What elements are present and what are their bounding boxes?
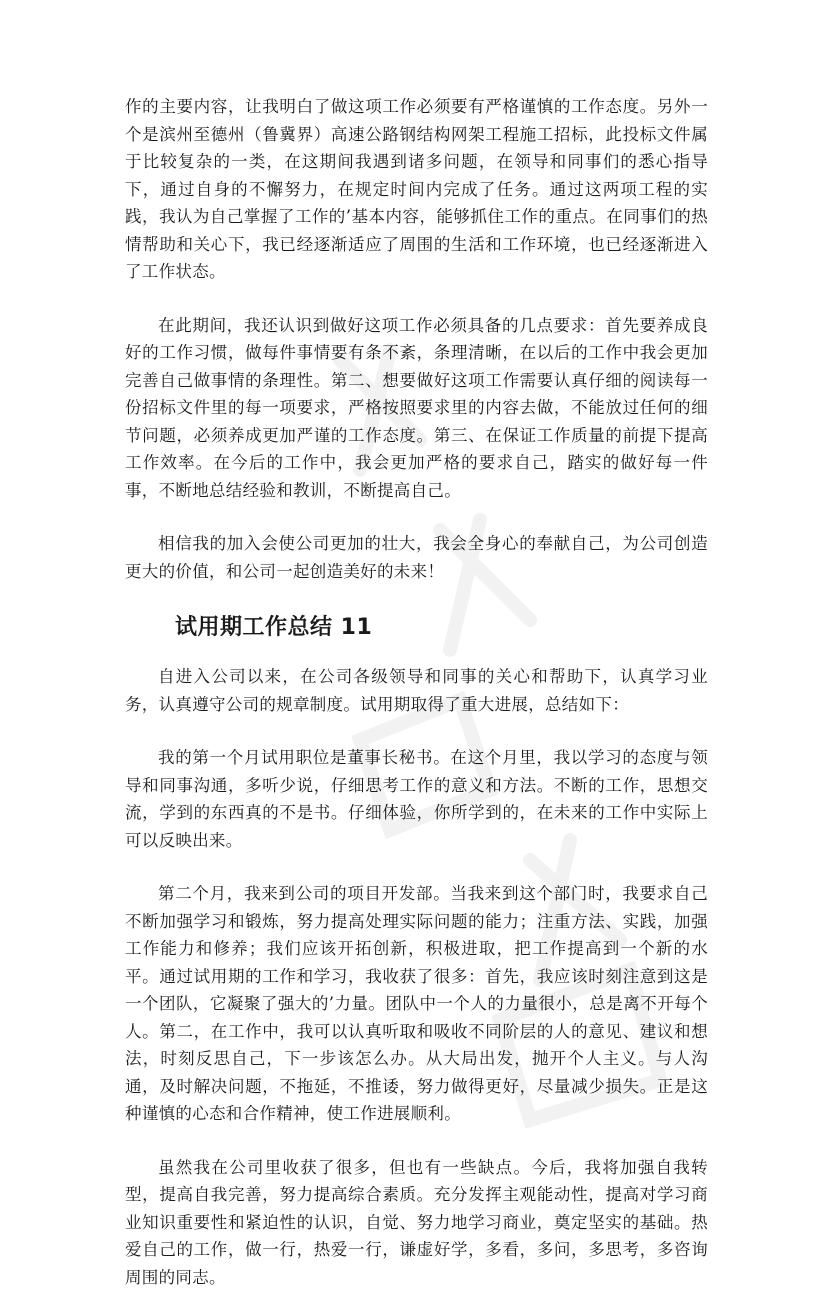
paragraph: 第二个月，我来到公司的项目开发部。当我来到这个部门时，我要求自己不断加强学习和锻炼，努力提高处理实际问题的能力；注重方法、实践，加强工作能力和修养；我们应该开拓创新，积极进取，把工作提高到一个新的水平。通过试用期的工作和学习，我收获了很多：首先，我应该时刻注意到这是一个团队，它凝聚了强大的’力量。团队中一个人的力量很小，总是离不开每个人。第二，在工作中，我可以认真听取和吸收不同阶层的人的意见、建议和想法，时刻反思自己，下一步该怎么办。从大局出发，抛开个人主义。与人沟通，及时解决问题，不拖延，不推诿，努力做得更好，尽量减少损失。正是这种谨慎的心态和合作精神，使工作进展顺利。	[125, 880, 708, 1128]
paragraph-continued: 作的主要内容，让我明白了做这项工作必须要有严格谨慎的工作态度。另外一个是滨州至德州（鲁冀界）高速公路钢结构网架工程施工招标，此投标文件属于比较复杂的一类，在这期间我遇到诸多问题，在领导和同事们的悉心指导下，通过自身的不懈努力，在规定时间内完成了任务。通过这两项工程的实践，我认为自己掌握了工作的’基本内容，能够抓住工作的重点。在同事们的热情帮助和关心下，我已经逐渐适应了周围的生活和工作环境，也已经逐渐进入了工作状态。	[125, 93, 708, 286]
paragraph-gap	[125, 718, 708, 744]
document-body	[125, 93, 708, 1291]
paragraph-gap	[125, 504, 708, 530]
paragraph-gap	[125, 585, 708, 611]
paragraph: 相信我的加入会使公司更加的壮大，我会全身心的奉献自己，为公司创造更大的价值，和公司一起创造美好的未来！	[125, 530, 708, 585]
paragraph: 我的第一个月试用职位是董事长秘书。在这个月里，我以学习的态度与领导和同事沟通，多听少说，仔细思考工作的意义和方法。不断的工作，思想交流，学到的东西真的不是书。仔细体验，你所学到的，在未来的工作中实际上可以反映出来。	[125, 744, 708, 854]
paragraph: 在此期间，我还认识到做好这项工作必须具备的几点要求：首先要养成良好的工作习惯，做每件事情要有条不紊，条理清晰，在以后的工作中我会更加完善自己做事情的条理性。第二、想要做好这项工作需要认真仔细的阅读每一份招标文件里的每一项要求，严格按照要求里的内容去做，不能放过任何的细节问题，必须养成更加严谨的工作态度。第三、在保证工作质量的前提下提高工作效率。在今后的工作中，我会更加严格的要求自己，踏实的做好每一件事，不断地总结经验和教训，不断提高自己。	[125, 312, 708, 505]
paragraph-gap	[125, 286, 708, 312]
section-heading: 试用期工作总结 11	[125, 613, 708, 643]
paragraph-gap	[125, 645, 708, 663]
paragraph: 自进入公司以来，在公司各级领导和同事的关心和帮助下，认真学习业务，认真遵守公司的规章制度。试用期取得了重大进展，总结如下：	[125, 663, 708, 718]
paragraph: 虽然我在公司里收获了很多，但也有一些缺点。今后，我将加强自我转型，提高自我完善，努力提高综合素质。充分发挥主观能动性，提高对学习商业知识重要性和紧迫性的认识，自觉、努力地学习商业，奠定坚实的基础。热爱自己的工作，做一行，热爱一行，谦虚好学，多看，多问，多思考，多咨询周围的同志。	[125, 1154, 708, 1291]
paragraph-gap	[125, 1128, 708, 1154]
paragraph-gap	[125, 854, 708, 880]
